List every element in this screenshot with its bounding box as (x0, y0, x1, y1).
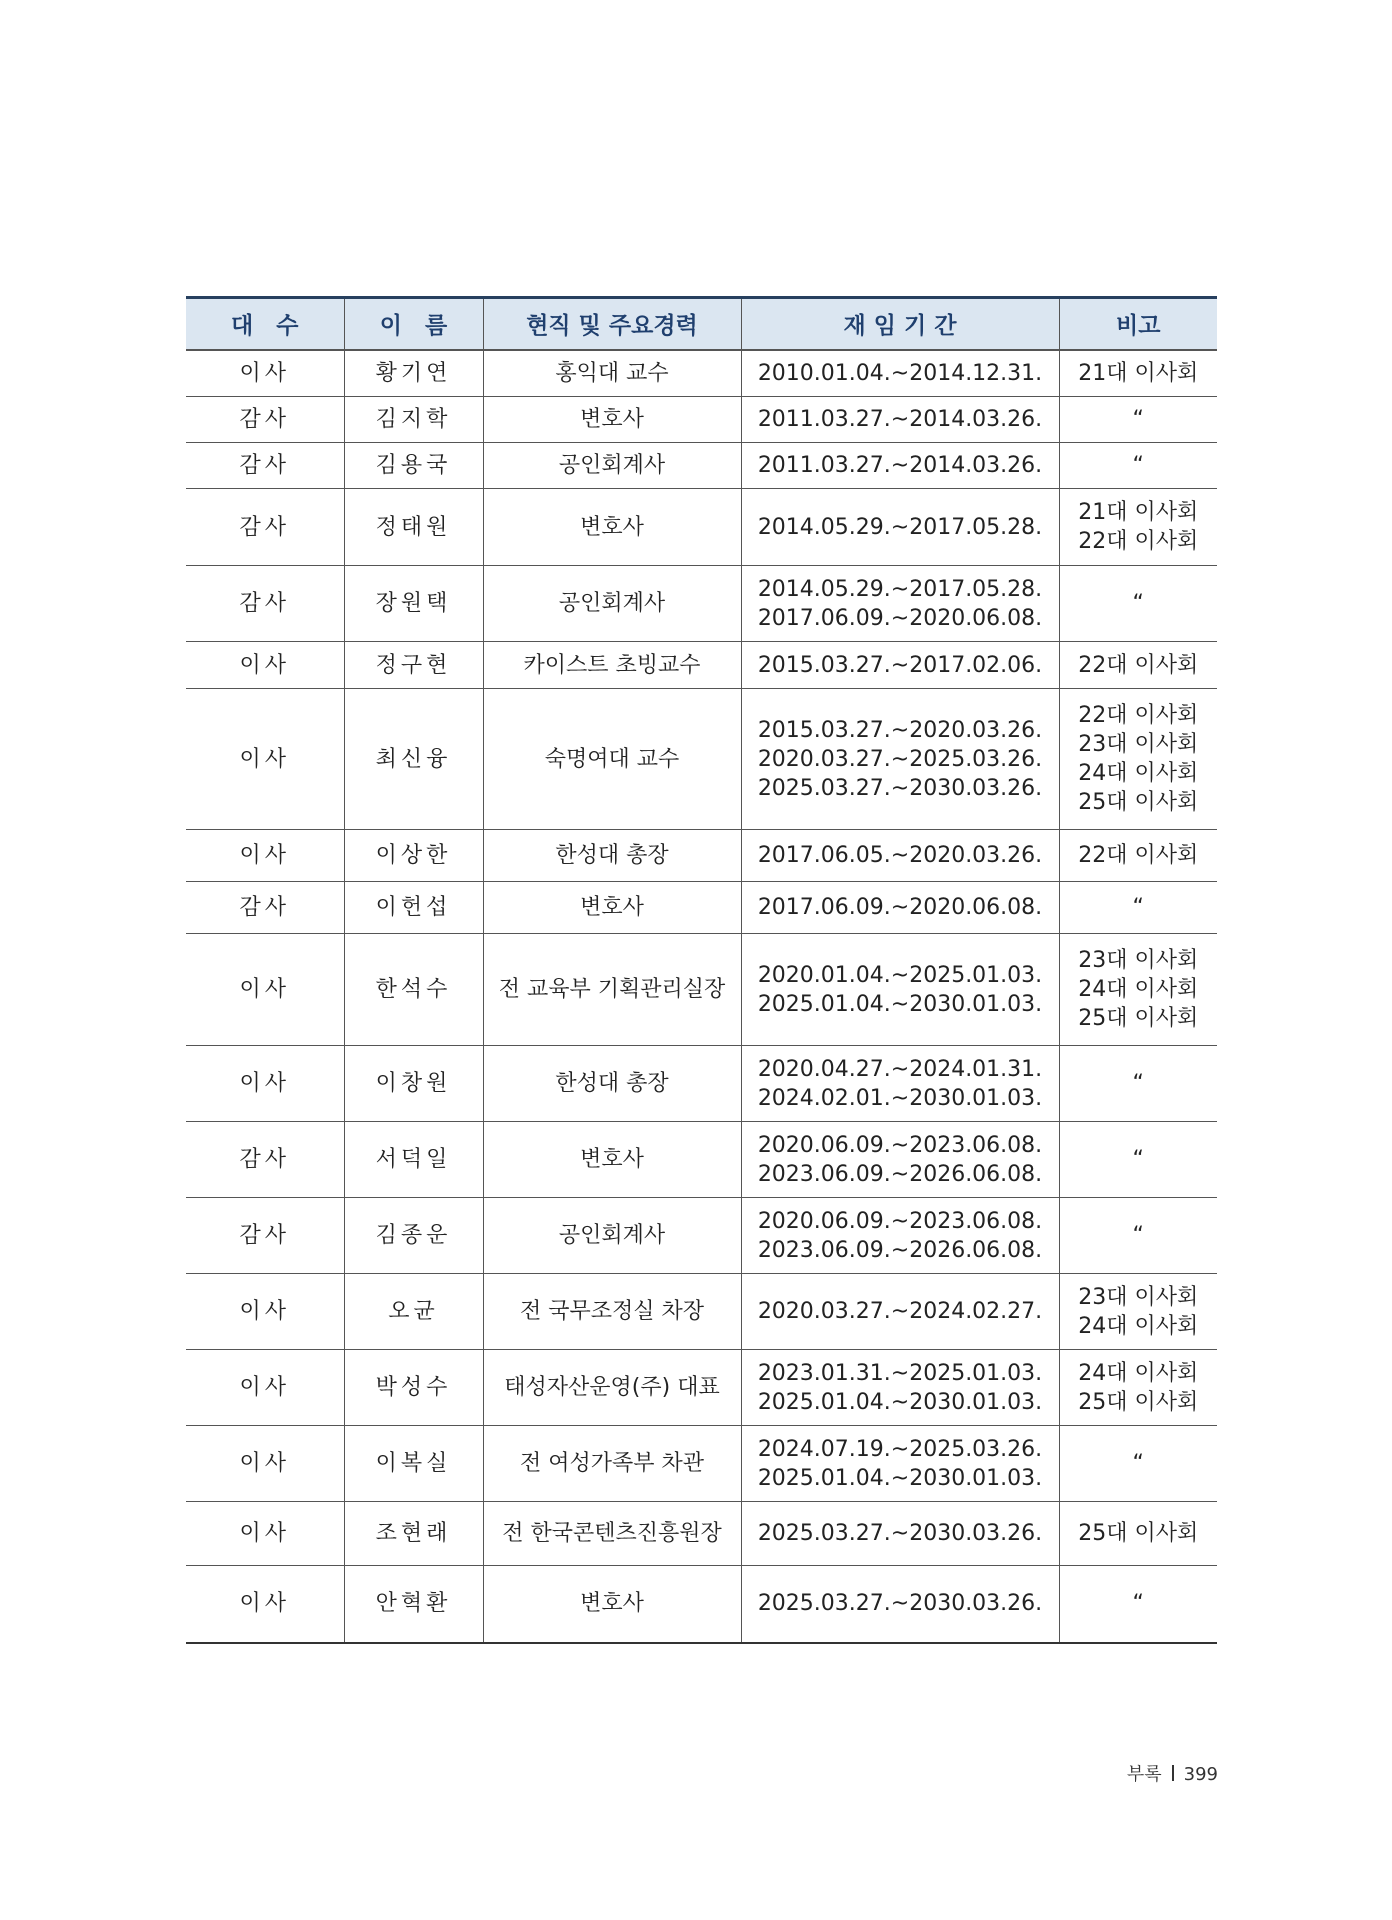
name-cell: 김종운 (344, 1198, 483, 1274)
table-row (186, 1566, 1217, 1643)
period-cell: 2020.06.09.~2023.06.08. 2023.06.09.~2026.06.08. (741, 1198, 1059, 1274)
note-cell: 21대 이사회 22대 이사회 (1059, 489, 1217, 566)
role-cell: 이사 (186, 689, 344, 830)
career-cell: 홍익대 교수 (483, 350, 741, 397)
period-cell: 2020.04.27.~2024.01.31. 2024.02.01.~2030.01.03. (741, 1046, 1059, 1122)
officers-table (186, 296, 1217, 1644)
table-row (186, 397, 1217, 443)
table-row (186, 882, 1217, 934)
table-row (186, 934, 1217, 1046)
period-cell: 2017.06.05.~2020.03.26. (741, 830, 1059, 882)
career-cell: 공인회계사 (483, 566, 741, 642)
table-row (186, 1046, 1217, 1122)
career-cell: 변호사 (483, 1122, 741, 1198)
note-cell: “ (1059, 1122, 1217, 1198)
career-cell: 공인회계사 (483, 443, 741, 489)
page-number: 399 (1183, 1764, 1218, 1785)
period-cell: 2010.01.04.~2014.12.31. (741, 350, 1059, 397)
period-cell: 2011.03.27.~2014.03.26. (741, 443, 1059, 489)
name-cell: 이창원 (344, 1046, 483, 1122)
name-cell: 조현래 (344, 1502, 483, 1566)
page-footer (1127, 1760, 1218, 1786)
name-cell: 정태원 (344, 489, 483, 566)
name-cell: 최신융 (344, 689, 483, 830)
table-row (186, 830, 1217, 882)
period-cell: 2023.01.31.~2025.01.03. 2025.01.04.~2030.01.03. (741, 1350, 1059, 1426)
role-cell: 감사 (186, 1198, 344, 1274)
role-cell: 이사 (186, 642, 344, 689)
name-cell: 장원택 (344, 566, 483, 642)
note-cell: “ (1059, 1198, 1217, 1274)
role-cell: 감사 (186, 1122, 344, 1198)
name-cell: 안혁환 (344, 1566, 483, 1643)
role-cell: 이사 (186, 830, 344, 882)
role-cell: 감사 (186, 489, 344, 566)
career-cell: 변호사 (483, 397, 741, 443)
role-cell: 이사 (186, 1274, 344, 1350)
note-cell: “ (1059, 1566, 1217, 1643)
role-cell: 이사 (186, 1502, 344, 1566)
officers-table-container (186, 296, 1217, 1644)
period-cell: 2015.03.27.~2020.03.26. 2020.03.27.~2025.03.26. 2025.03.27.~2030.03.26. (741, 689, 1059, 830)
table-row (186, 1502, 1217, 1566)
header-note: 비고 (1059, 298, 1217, 350)
table-row (186, 566, 1217, 642)
table-row (186, 1426, 1217, 1502)
name-cell: 한석수 (344, 934, 483, 1046)
note-cell: “ (1059, 1046, 1217, 1122)
period-cell: 2020.06.09.~2023.06.08. 2023.06.09.~2026.06.08. (741, 1122, 1059, 1198)
period-cell: 2014.05.29.~2017.05.28. 2017.06.09.~2020.06.08. (741, 566, 1059, 642)
header-period: 재 임 기 간 (741, 298, 1059, 350)
career-cell: 한성대 총장 (483, 1046, 741, 1122)
note-cell: 25대 이사회 (1059, 1502, 1217, 1566)
period-cell: 2015.03.27.~2017.02.06. (741, 642, 1059, 689)
note-cell: 23대 이사회 24대 이사회 25대 이사회 (1059, 934, 1217, 1046)
career-cell: 변호사 (483, 489, 741, 566)
table-row (186, 1122, 1217, 1198)
career-cell: 공인회계사 (483, 1198, 741, 1274)
note-cell: 24대 이사회 25대 이사회 (1059, 1350, 1217, 1426)
footer-section-label: 부록 (1126, 1764, 1162, 1785)
note-cell: 22대 이사회 (1059, 642, 1217, 689)
table-row (186, 642, 1217, 689)
role-cell: 감사 (186, 443, 344, 489)
note-cell: 23대 이사회 24대 이사회 (1059, 1274, 1217, 1350)
table-body (186, 350, 1217, 1643)
period-cell: 2025.03.27.~2030.03.26. (741, 1502, 1059, 1566)
period-cell: 2020.03.27.~2024.02.27. (741, 1274, 1059, 1350)
table-row (186, 489, 1217, 566)
note-cell: 21대 이사회 (1059, 350, 1217, 397)
career-cell: 한성대 총장 (483, 830, 741, 882)
table-row (186, 689, 1217, 830)
note-cell: 22대 이사회 (1059, 830, 1217, 882)
career-cell: 전 한국콘텐츠진흥원장 (483, 1502, 741, 1566)
period-cell: 2014.05.29.~2017.05.28. (741, 489, 1059, 566)
role-cell: 감사 (186, 882, 344, 934)
table-row (186, 1198, 1217, 1274)
table-row (186, 1274, 1217, 1350)
role-cell: 이사 (186, 350, 344, 397)
period-cell: 2025.03.27.~2030.03.26. (741, 1566, 1059, 1643)
period-cell: 2017.06.09.~2020.06.08. (741, 882, 1059, 934)
footer-separator (1172, 1765, 1174, 1781)
period-cell: 2024.07.19.~2025.03.26. 2025.01.04.~2030.01.03. (741, 1426, 1059, 1502)
period-cell: 2020.01.04.~2025.01.03. 2025.01.04.~2030.01.03. (741, 934, 1059, 1046)
career-cell: 변호사 (483, 882, 741, 934)
note-cell: “ (1059, 1426, 1217, 1502)
name-cell: 김지학 (344, 397, 483, 443)
role-cell: 이사 (186, 1046, 344, 1122)
table-row (186, 350, 1217, 397)
career-cell: 변호사 (483, 1566, 741, 1643)
name-cell: 이상한 (344, 830, 483, 882)
role-cell: 감사 (186, 397, 344, 443)
name-cell: 정구현 (344, 642, 483, 689)
role-cell: 이사 (186, 1566, 344, 1643)
role-cell: 이사 (186, 1350, 344, 1426)
note-cell: “ (1059, 397, 1217, 443)
table-row (186, 443, 1217, 489)
name-cell: 이헌섭 (344, 882, 483, 934)
header-role: 대 수 (186, 298, 344, 350)
table-row (186, 1350, 1217, 1426)
name-cell: 김용국 (344, 443, 483, 489)
table-header-row (186, 298, 1217, 350)
name-cell: 박성수 (344, 1350, 483, 1426)
note-cell: 22대 이사회 23대 이사회 24대 이사회 25대 이사회 (1059, 689, 1217, 830)
header-name: 이 름 (344, 298, 483, 350)
header-career: 현직 및 주요경력 (483, 298, 741, 350)
career-cell: 숙명여대 교수 (483, 689, 741, 830)
role-cell: 감사 (186, 566, 344, 642)
name-cell: 황기연 (344, 350, 483, 397)
career-cell: 카이스트 초빙교수 (483, 642, 741, 689)
career-cell: 전 여성가족부 차관 (483, 1426, 741, 1502)
career-cell: 태성자산운영(주) 대표 (483, 1350, 741, 1426)
name-cell: 이복실 (344, 1426, 483, 1502)
role-cell: 이사 (186, 1426, 344, 1502)
period-cell: 2011.03.27.~2014.03.26. (741, 397, 1059, 443)
career-cell: 전 국무조정실 차장 (483, 1274, 741, 1350)
note-cell: “ (1059, 566, 1217, 642)
role-cell: 이사 (186, 934, 344, 1046)
name-cell: 오균 (344, 1274, 483, 1350)
note-cell: “ (1059, 882, 1217, 934)
name-cell: 서덕일 (344, 1122, 483, 1198)
career-cell: 전 교육부 기획관리실장 (483, 934, 741, 1046)
note-cell: “ (1059, 443, 1217, 489)
